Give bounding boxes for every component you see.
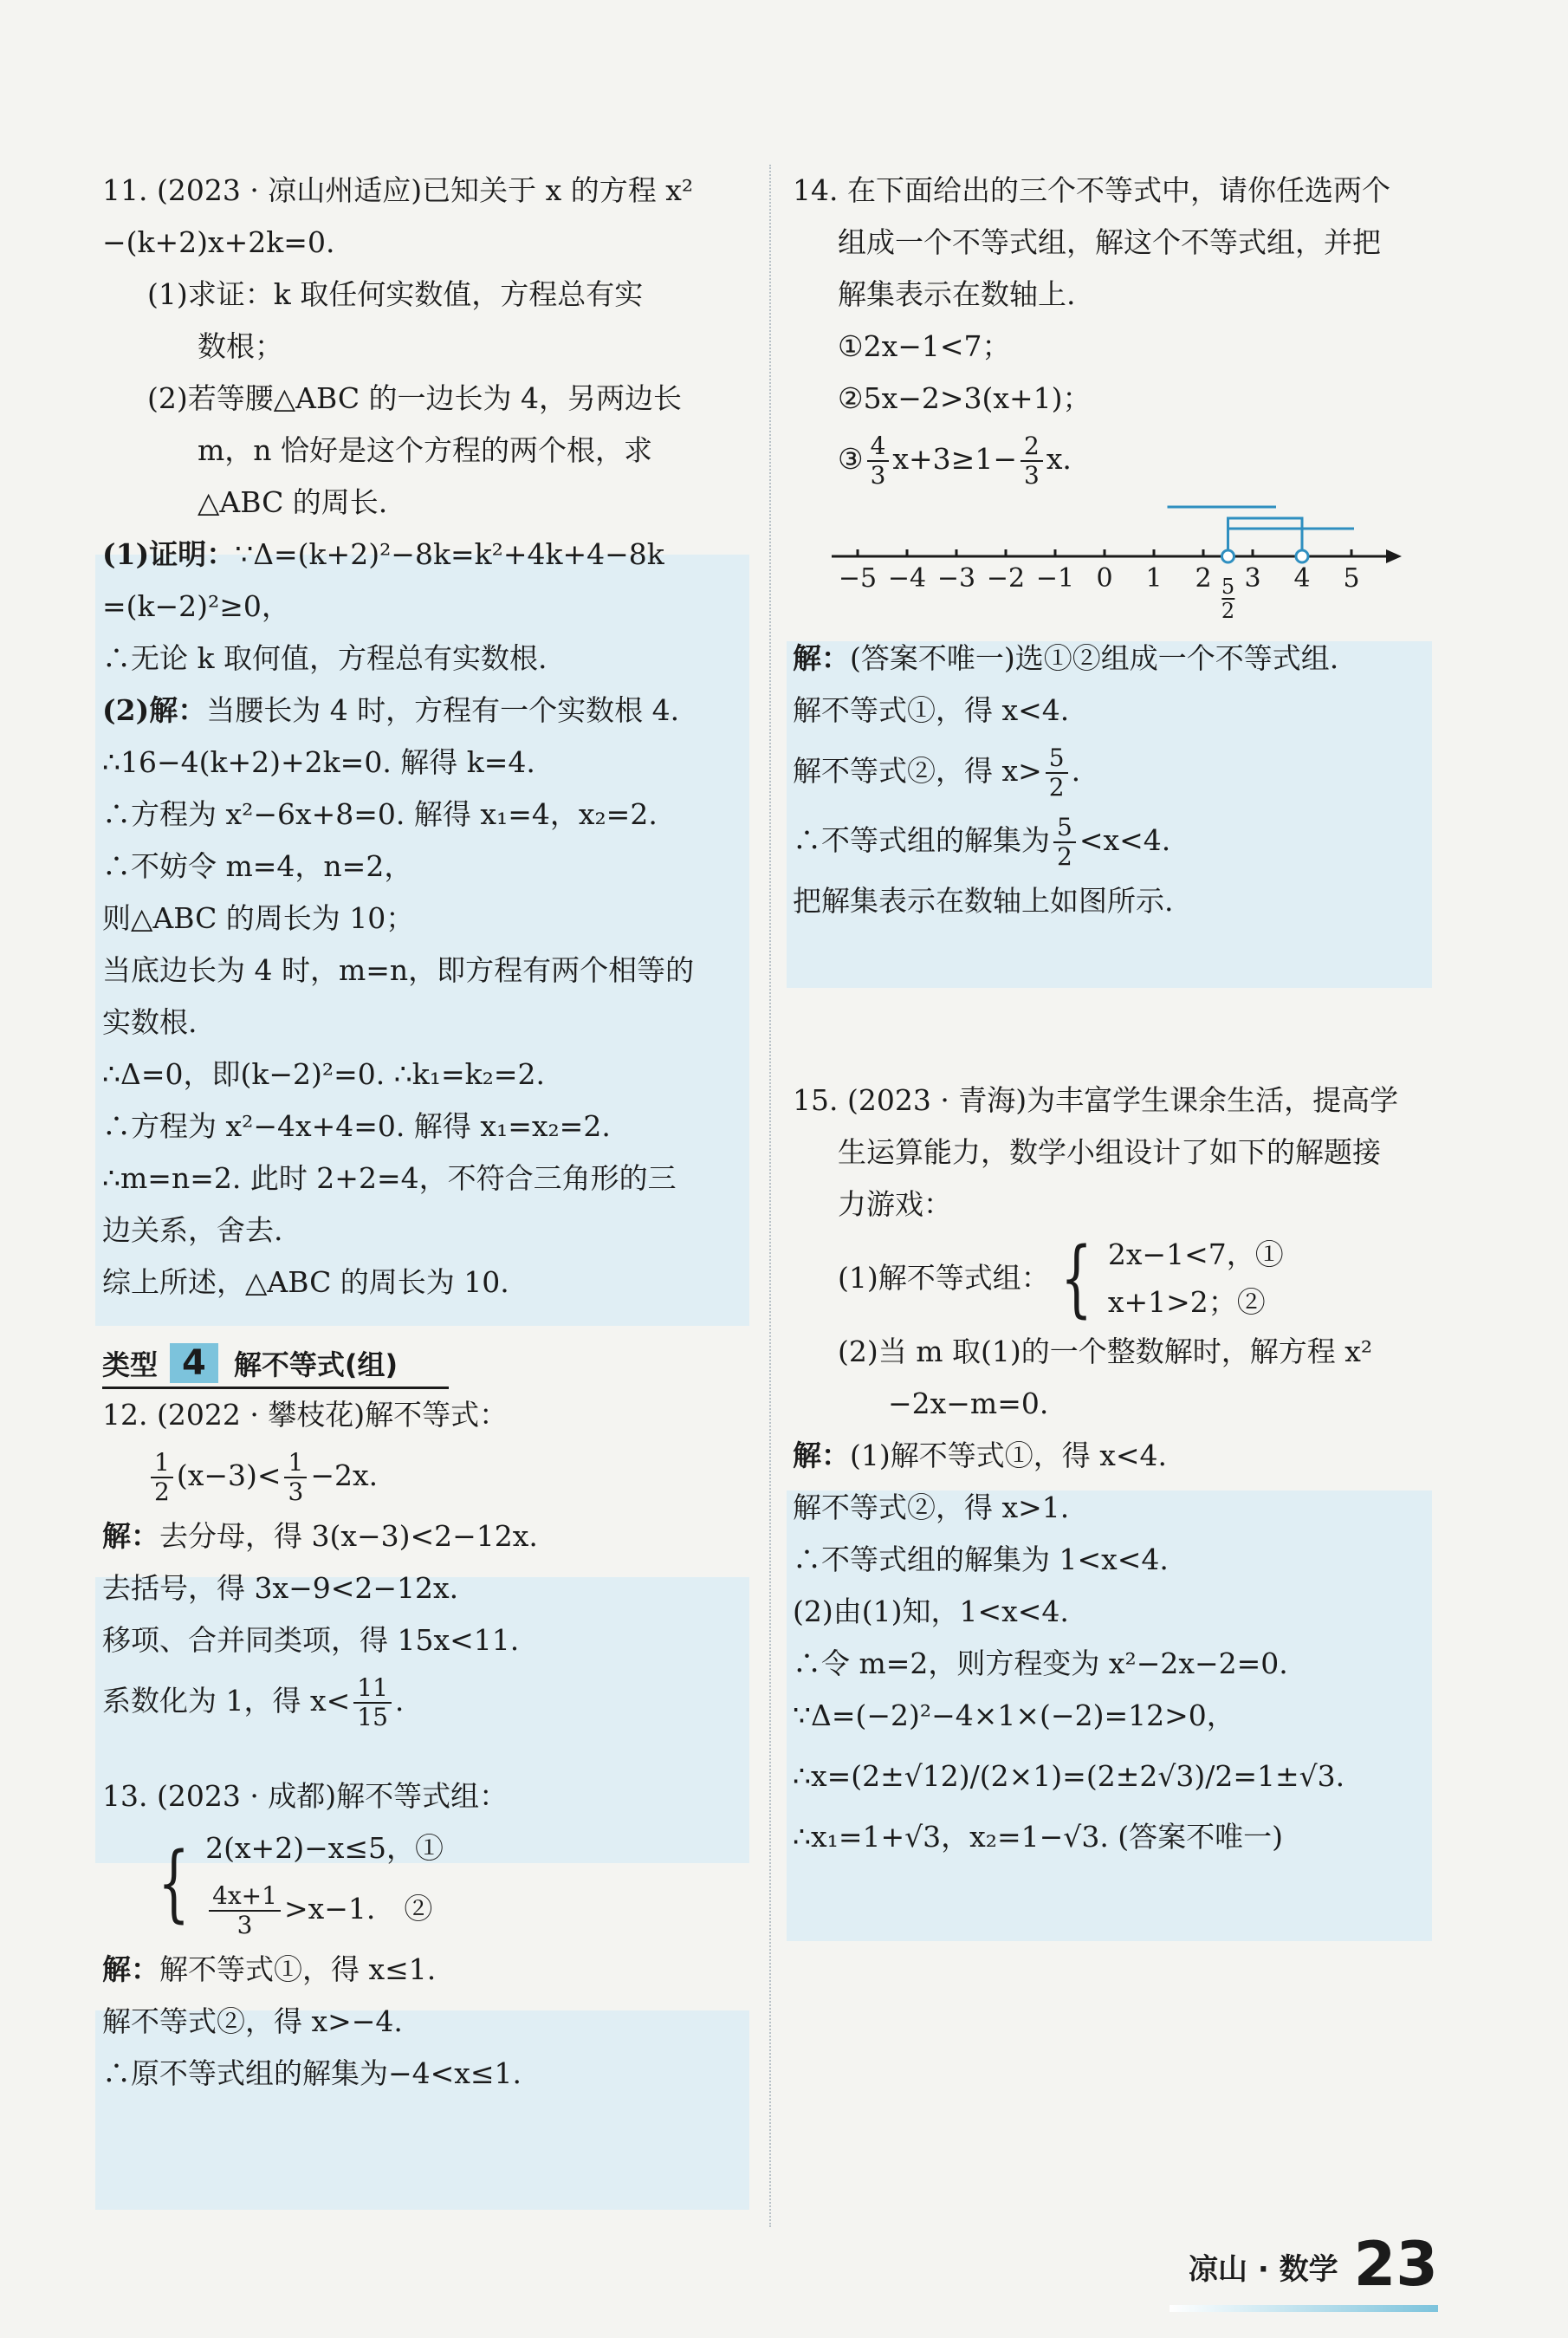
q11-part2: (2)若等腰△ABC 的一边长为 4，另两边长 — [147, 381, 683, 415]
q12-solution-line — [102, 1510, 748, 1562]
left-column — [102, 165, 748, 2100]
axis-arrow — [1386, 549, 1402, 563]
expr: (x−3)< — [176, 1458, 282, 1492]
fraction: $\frac{4x+1}{3}$ — [209, 1882, 281, 1939]
q12-inequality — [102, 1441, 748, 1510]
q15-solution-line: ∵Δ=(−2)²−4×1×(−2)=12>0， — [793, 1698, 1235, 1732]
part-label: (1)解不等式组： — [838, 1261, 1050, 1295]
section-heading — [102, 1343, 449, 1389]
brace: { — [1059, 1230, 1092, 1327]
q11-stem: 11. (2023 · 凉山州适应)已知关于 x 的方程 x² — [102, 173, 694, 207]
q11-solution-line: 边关系，舍去. — [102, 1213, 283, 1247]
q15-part1 — [793, 1231, 1438, 1326]
solution-text: 系数化为 1，得 x< — [102, 1684, 351, 1718]
question-11 — [102, 165, 748, 1309]
section-title: 解不等式(组) — [233, 1348, 398, 1381]
q11-solution-line: ∴方程为 x²−4x+4=0. 解得 x₁=x₂=2. — [102, 1109, 611, 1143]
system-row: 2x−1<7，① — [1107, 1237, 1284, 1271]
question-13 — [102, 1770, 748, 2100]
q14-item: ③ $\frac{4}{3}$ x+3≥1− $\frac{2}{3}$ x. — [838, 432, 1072, 490]
tick-label: 3 — [1244, 563, 1261, 594]
footer-region: 凉山 · 数学 — [1188, 2252, 1338, 2287]
system-row: x+1>2；② — [1107, 1285, 1266, 1319]
tick-label: −1 — [1035, 563, 1075, 594]
solution-text: (1)解不等式①，得 x<4. — [850, 1439, 1167, 1472]
solution-label: 解： — [793, 1439, 850, 1472]
q11-solution-line: ∴m=n=2. 此时 2+2=4，不符合三角形的三 — [102, 1161, 677, 1195]
q14-solution-line: 解不等式①，得 x<4. — [793, 693, 1070, 727]
expr: >x−1. ② — [283, 1892, 433, 1926]
solution-label: (2)解： — [102, 693, 207, 727]
q14-solution-line — [793, 633, 1438, 685]
fraction: $\frac{5}{2}$ — [1053, 814, 1076, 871]
question-14 — [793, 165, 1438, 927]
q15-part2: −2x−m=0. — [888, 1387, 1049, 1420]
q13-stem: 13. (2023 · 成都)解不等式组： — [102, 1779, 509, 1813]
section-number: 4 — [170, 1343, 218, 1383]
page-number: 23 — [1353, 2229, 1438, 2300]
section-prefix: 类型 — [102, 1348, 159, 1381]
q11-solution-line — [102, 685, 748, 737]
solution-text: . — [394, 1684, 405, 1718]
q13-system — [102, 1822, 748, 1944]
q14-solution-line: 把解集表示在数轴上如图所示. — [793, 884, 1174, 918]
q11-part1: 数根； — [198, 329, 283, 363]
q12-stem: 12. (2022 · 攀枝花)解不等式： — [102, 1398, 509, 1432]
system-row — [205, 1874, 444, 1944]
q14-stem: 组成一个不等式组，解这个不等式组，并把 — [838, 225, 1381, 259]
q15-solution-line: ∴不等式组的解集为 1<x<4. — [793, 1542, 1169, 1576]
tick-label: −2 — [986, 563, 1026, 594]
q15-solution-line: (2)由(1)知，1<x<4. — [793, 1594, 1069, 1628]
q14-stem: 14. 在下面给出的三个不等式中，请你任选两个 — [793, 173, 1390, 207]
fraction: $\frac{1}{3}$ — [284, 1449, 307, 1506]
system-rows — [1108, 1231, 1284, 1326]
q15-stem: 15. (2023 · 青海)为丰富学生课余生活，提高学 — [793, 1083, 1399, 1117]
solution-label: 解： — [102, 1519, 159, 1553]
q11-part1: (1)求证：k 取任何实数值，方程总有实 — [147, 277, 644, 311]
solution-text: 当腰长为 4 时，方程有一个实数根 4. — [206, 693, 680, 727]
q12-solution-line — [102, 1666, 748, 1736]
right-column — [793, 165, 1438, 1863]
q15-stem: 生运算能力，数学小组设计了如下的解题接 — [838, 1135, 1381, 1169]
tick-label: 0 — [1096, 563, 1113, 594]
q11-solution-line: ∴方程为 x²−6x+8=0. 解得 x₁=4，x₂=2. — [102, 797, 658, 831]
q11-solution-line: =(k−2)²≥0， — [102, 589, 290, 623]
q14-solution-line: ∴不等式组的解集为 $\frac{5}{2}$ <x<4. — [793, 813, 1171, 871]
q11-solution-line: ∴16−4(k+2)+2k=0. 解得 k=4. — [102, 745, 535, 779]
tick-label: −3 — [936, 563, 976, 594]
q15-solution-line: ∴令 m=2，则方程变为 x²−2x−2=0. — [793, 1646, 1288, 1680]
q14-item: ②5x−2>3(x+1)； — [838, 381, 1092, 415]
q11-part2: △ABC 的周长. — [198, 485, 388, 519]
expr: −2x. — [310, 1458, 379, 1492]
q13-solution-line: 解不等式②，得 x>−4. — [102, 2004, 403, 2038]
q12-solution-line: 移项、合并同类项，得 15x<11. — [102, 1623, 520, 1657]
q14-stem: 解集表示在数轴上. — [838, 277, 1076, 311]
tick-label: 4 — [1293, 563, 1311, 594]
tick-fraction: $\frac{5}{2}$ — [1221, 575, 1235, 623]
tick-label: −4 — [887, 563, 927, 594]
q13-solution-line — [102, 1944, 748, 1996]
open-endpoint — [1222, 550, 1234, 562]
fraction: $\frac{1}{2}$ — [151, 1449, 173, 1506]
q11-solution-line: 综上所述，△ABC 的周长为 10. — [102, 1265, 509, 1299]
solution-text: ∵Δ=(k+2)²−8k=k²+4k+4−8k — [235, 537, 664, 571]
q11-stem: −(k+2)x+2k=0. — [102, 225, 335, 259]
q11-solution-line: 当底边长为 4 时，m=n，即方程有两个相等的 — [102, 953, 695, 987]
open-endpoint — [1296, 550, 1308, 562]
question-12 — [102, 1389, 748, 1736]
system-row: 2(x+2)−x≤5，① — [205, 1831, 444, 1865]
fraction: $\frac{2}{3}$ — [1020, 432, 1043, 490]
fraction: $\frac{11}{15}$ — [353, 1674, 392, 1731]
q12-solution-line: 去括号，得 3x−9<2−12x. — [102, 1571, 459, 1605]
question-15 — [793, 1075, 1438, 1863]
q11-solution-line: ∴不妨令 m=4，n=2， — [102, 849, 413, 883]
footer-bar — [1170, 2305, 1438, 2312]
q11-part2: m，n 恰好是这个方程的两个根，求 — [198, 433, 653, 467]
solution-text: (答案不唯一)选①②组成一个不等式组. — [850, 641, 1339, 675]
column-divider — [769, 165, 771, 2227]
q11-solution-line: 实数根. — [102, 1005, 198, 1039]
tick-label: 1 — [1145, 563, 1163, 594]
brace: { — [158, 1835, 190, 1932]
tick-label: 2 — [1195, 563, 1212, 594]
q13-solution-line: ∴原不等式组的解集为−4<x≤1. — [102, 2056, 522, 2090]
q11-solution-line — [102, 529, 748, 581]
page-footer — [1188, 2229, 1438, 2300]
q15-part2: (2)当 m 取(1)的一个整数解时，解方程 x² — [838, 1335, 1373, 1368]
solution-label: 解： — [793, 641, 850, 675]
fraction: $\frac{5}{2}$ — [1046, 744, 1068, 802]
q11-solution-line: 则△ABC 的周长为 10； — [102, 901, 415, 935]
q15-solution-line: ∴x₁=1+√3，x₂=1−√3. (答案不唯一) — [793, 1820, 1284, 1854]
solution-text: 解不等式①，得 x≤1. — [159, 1952, 437, 1986]
q11-solution-line: ∴无论 k 取何值，方程总有实数根. — [102, 641, 548, 675]
solution-label: 解： — [102, 1952, 159, 1986]
fraction: $\frac{4}{3}$ — [867, 432, 890, 490]
system-rows — [205, 1822, 444, 1944]
q15-solution-line — [793, 1430, 1438, 1482]
q15-stem: 力游戏： — [838, 1187, 952, 1221]
solution-interval — [1228, 518, 1303, 556]
q15-solution-line: ∴x=(2±√12)/(2×1)=(2±2√3)/2=1±√3. — [793, 1759, 1345, 1793]
number-line — [832, 503, 1438, 623]
number-line-axis — [832, 503, 1403, 615]
solution-label: (1)证明： — [102, 537, 236, 571]
q11-solution-line: ∴Δ=0，即(k−2)²=0. ∴k₁=k₂=2. — [102, 1057, 545, 1091]
q15-solution-line: 解不等式②，得 x>1. — [793, 1490, 1070, 1524]
q14-solution-line: 解不等式②，得 x> $\frac{5}{2}$ . — [793, 744, 1081, 802]
tick-label: 5 — [1343, 563, 1360, 594]
solution-text: 去分母，得 3(x−3)<2−12x. — [159, 1519, 538, 1553]
tick-label: −5 — [838, 563, 878, 594]
q14-item: ①2x−1<7； — [838, 329, 1011, 363]
